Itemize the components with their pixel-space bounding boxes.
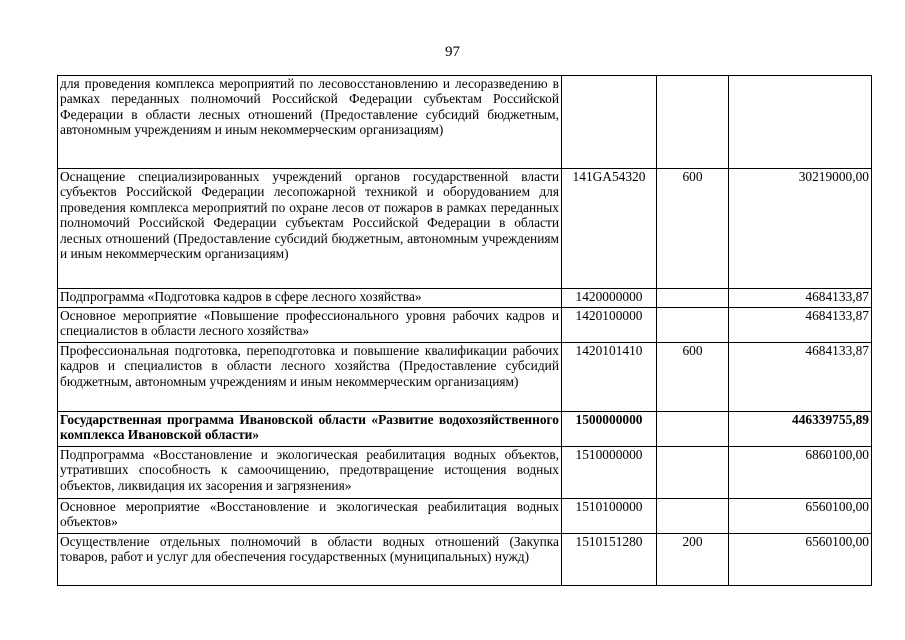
table-row [58,534,872,586]
table-row [58,447,872,499]
table-body [58,76,872,586]
table-row [58,499,872,534]
row-sum-cell: 6860100,00 [729,447,872,499]
row-sum-cell: 4684133,87 [729,308,872,343]
budget-table [57,75,872,586]
row-sum-cell [729,76,872,169]
row-type-cell [657,289,729,308]
row-name-cell: для проведения комплекса мероприятий по лесовосстановлению и лесоразведению в рамках переданных полномочий Российской Федерации субъектам Российской Федерации в области лесных отношений (Предоставление субсидий бюджетным, автономным учреждениям и иным некоммерческим организациям) [58,76,562,169]
row-name-cell: Оснащение специализированных учреждений органов государственной власти субъектов Российской Федерации лесопожарной техникой и оборудованием для проведения комплекса мероприятий по охране лесов от пожаров в рамках переданных полномочий Российской Федерации субъектам Российской Федерации в области лесных отношений (Предоставление субсидий бюджетным, автономным учреждениям и иным некоммерческим организациям) [58,169,562,289]
row-type-cell [657,499,729,534]
row-name-cell: Подпрограмма «Подготовка кадров в сфере лесного хозяйства» [58,289,562,308]
row-code-cell: 1420100000 [562,308,657,343]
row-code-cell: 1510151280 [562,534,657,586]
row-type-cell: 600 [657,169,729,289]
row-sum-cell: 6560100,00 [729,499,872,534]
row-code-cell: 1510100000 [562,499,657,534]
row-name-cell: Основное мероприятие «Повышение профессионального уровня рабочих кадров и специалистов в области лесного хозяйства» [58,308,562,343]
row-name-cell: Осуществление отдельных полномочий в области водных отношений (Закупка товаров, работ и услуг для обеспечения государственных (муниципальных) нужд) [58,534,562,586]
row-code-cell: 1500000000 [562,412,657,447]
page-number: 97 [445,44,460,60]
table-row [58,289,872,308]
row-type-cell [657,412,729,447]
row-type-cell: 200 [657,534,729,586]
row-code-cell: 1510000000 [562,447,657,499]
table-row [58,76,872,169]
row-name-cell: Профессиональная подготовка, переподготовка и повышение квалификации рабочих кадров и специалистов в области лесного хозяйства (Предоставление субсидий бюджетным, автономным учреждениям и иным некоммерческим организациям) [58,343,562,412]
table-row [58,169,872,289]
row-sum-cell: 446339755,89 [729,412,872,447]
row-type-cell: 600 [657,343,729,412]
row-sum-cell: 6560100,00 [729,534,872,586]
row-type-cell [657,308,729,343]
row-code-cell: 1420000000 [562,289,657,308]
table-row [58,343,872,412]
row-type-cell [657,447,729,499]
row-type-cell [657,76,729,169]
row-sum-cell: 30219000,00 [729,169,872,289]
row-code-cell: 141GA54320 [562,169,657,289]
row-name-cell: Государственная программа Ивановской области «Развитие водохозяйственного комплекса Ивановской области» [58,412,562,447]
row-name-cell: Подпрограмма «Восстановление и экологическая реабилитация водных объектов, утративших способность к самоочищению, предотвращение истощения водных объектов, ликвидация их засорения и загрязнения» [58,447,562,499]
row-name-cell: Основное мероприятие «Восстановление и экологическая реабилитация водных объектов» [58,499,562,534]
table-row [58,308,872,343]
row-sum-cell: 4684133,87 [729,289,872,308]
row-sum-cell: 4684133,87 [729,343,872,412]
row-code-cell [562,76,657,169]
table-row [58,412,872,447]
row-code-cell: 1420101410 [562,343,657,412]
